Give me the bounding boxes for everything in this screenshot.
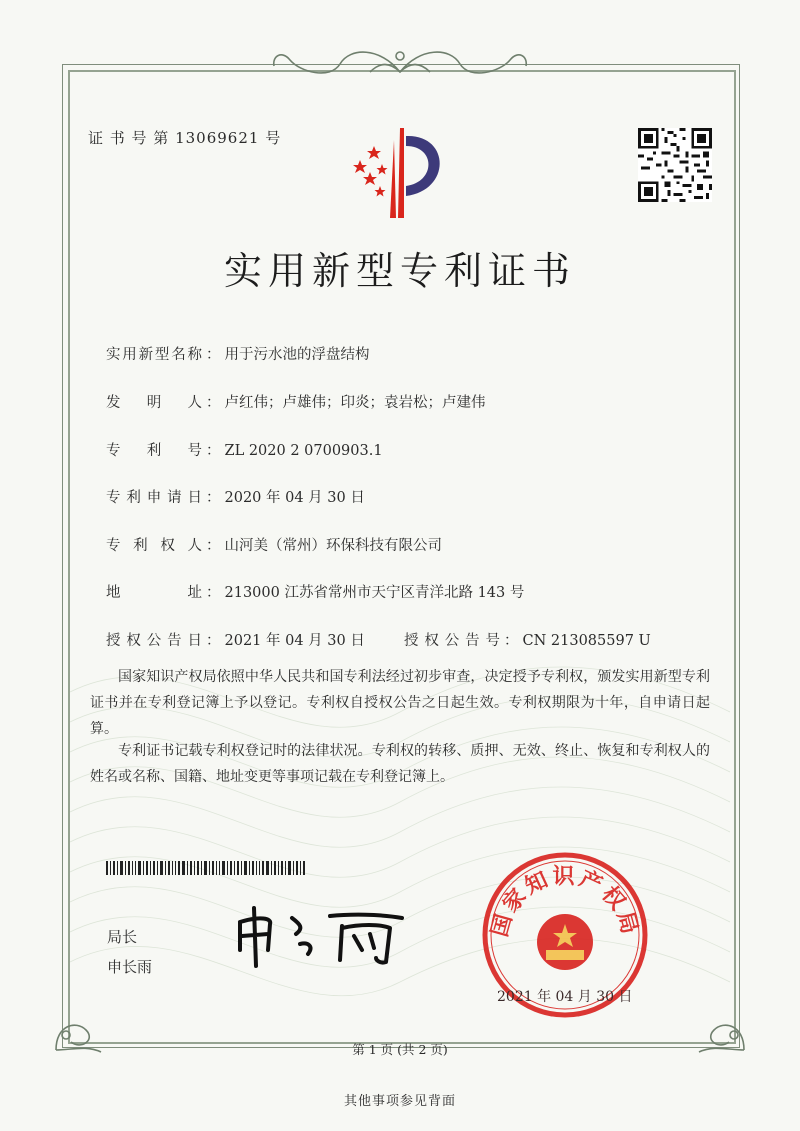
- field-value: CN 213085597 U: [522, 633, 651, 649]
- cnipa-logo-icon: [340, 120, 460, 220]
- field-grant-number: 授权公告号 ： CN 213085597 U: [404, 629, 651, 650]
- field-label: 授权公告号: [404, 633, 500, 649]
- footer-note: 其他事项参见背面: [343, 1094, 456, 1109]
- field-label: 实用新型名称: [106, 347, 202, 363]
- field-address: 地址 ： 213000 江苏省常州市天宁区青洋北路 143 号: [106, 581, 524, 602]
- field-label: 发明人: [106, 395, 202, 411]
- grant-statement-paragraph: 国家知识产权局依照中华人民共和国专利法经过初步审查，决定授予专利权，颁发实用新型专利证书并在专利登记簿上予以登记。专利权自授权公告之日起生效。专利权期限为十年，自申请日起算。: [90, 669, 710, 737]
- page-number: 第 1 页 (共 2 页): [352, 1042, 448, 1057]
- signer-title: 局长: [107, 928, 138, 946]
- field-value: 2020 年 04 月 30 日: [224, 490, 365, 506]
- field-label: 授权公告日: [106, 633, 202, 649]
- field-patent-number: 专利号 ： ZL 2020 2 0700903.1: [106, 439, 383, 460]
- field-utility-model-name: 实用新型名称 ： 用于污水池的浮盘结构: [106, 343, 370, 364]
- field-inventors: 发明人 ： 卢红伟；卢雄伟；印炎；袁岩松；卢建伟: [106, 391, 486, 412]
- field-label: 地址: [106, 585, 202, 601]
- barcode: [106, 861, 306, 875]
- field-filing-date: 专利申请日 ： 2020 年 04 月 30 日: [106, 486, 365, 507]
- top-ornament: [270, 42, 530, 86]
- field-value: 山河美（常州）环保科技有限公司: [224, 538, 442, 554]
- qr-code: [638, 128, 712, 202]
- certificate-title: 实用新型专利证书: [223, 249, 576, 293]
- field-value: 213000 江苏省常州市天宁区青洋北路 143 号: [224, 585, 525, 601]
- field-value: ZL 2020 2 0700903.1: [224, 443, 383, 459]
- field-value: 卢红伟；卢雄伟；印炎；袁岩松；卢建伟: [224, 395, 486, 411]
- field-value: 用于污水池的浮盘结构: [224, 347, 370, 363]
- field-label: 专利权人: [106, 538, 202, 554]
- field-value: 2021 年 04 月 30 日: [224, 633, 365, 649]
- field-label: 专利申请日: [106, 490, 202, 506]
- field-patentee: 专利权人 ： 山河美（常州）环保科技有限公司: [106, 534, 442, 555]
- field-grant-date: 授权公告日 ： 2021 年 04 月 30 日: [106, 629, 365, 650]
- signer-name: 申长雨: [107, 958, 153, 976]
- handwritten-signature: [230, 900, 410, 970]
- legal-status-paragraph: 专利证书记载专利权登记时的法律状况。专利权的转移、质押、无效、终止、恢复和专利权人的姓名或名称、国籍、地址变更等事项记载在专利登记簿上。: [90, 743, 710, 785]
- seal-text: 国家知识产权局: [487, 864, 643, 940]
- certificate-number: 证 书 号 第 13069621 号: [88, 129, 282, 147]
- field-label: 专利号: [106, 443, 202, 459]
- seal-date: 2021 年 04 月 30 日: [497, 989, 633, 1005]
